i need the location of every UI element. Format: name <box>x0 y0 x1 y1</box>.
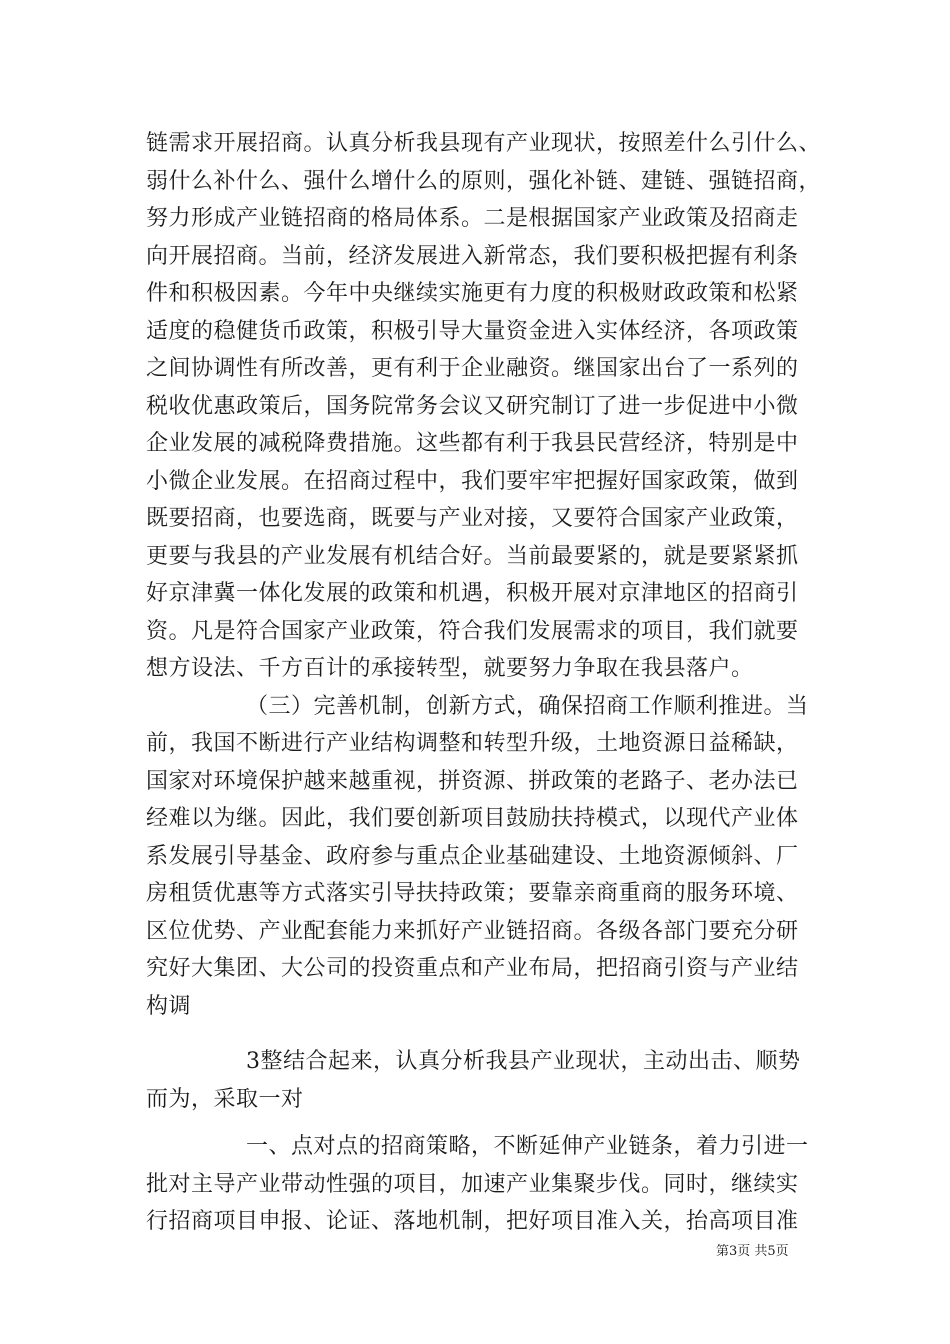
text-line: 链需求开展招商。认真分析我县现有产业现状，按照差什么引什么、 <box>146 131 822 156</box>
text-line: 想方设法、千方百计的承接转型，就要努力争取在我县落户。 <box>146 656 754 681</box>
section-heading: （三）完善机制，创新方式，确保招商工作顺利推进。当 <box>246 694 809 719</box>
text-line: 税收优惠政策后，国务院常务会议又研究制订了进一步促进中小微 <box>146 394 799 419</box>
text-line: 房租赁优惠等方式落实引导扶持政策；要靠亲商重商的服务环境、 <box>146 881 799 906</box>
text-line: 更要与我县的产业发展有机结合好。当前最要紧的，就是要紧紧抓 <box>146 544 799 569</box>
text-line: 资。凡是符合国家产业政策，符合我们发展需求的项目，我们就要 <box>146 619 799 644</box>
text-line: 批对主导产业带动性强的项目，加速产业集聚步伐。同时，继续实 <box>146 1172 799 1197</box>
text-line: 企业发展的减税降费措施。这些都有利于我县民营经济，特别是中 <box>146 431 799 456</box>
page-number-footer: 第3页 共5页 <box>716 1244 789 1259</box>
text-line: 努力形成产业链招商的格局体系。二是根据国家产业政策及招商走 <box>146 206 799 231</box>
text-line: 区位优势、产业配套能力来抓好产业链招商。各级各部门要充分研 <box>146 919 799 944</box>
text-line: 构调 <box>146 994 192 1019</box>
text-line: 系发展引导基金、政府参与重点企业基础建设、土地资源倾斜、厂 <box>146 844 799 869</box>
text-line: 3整结合起来，认真分析我县产业现状，主动出击、顺势 <box>246 1049 801 1074</box>
text-line: 向开展招商。当前，经济发展进入新常态，我们要积极把握有利条 <box>146 244 799 269</box>
text-line: 适度的稳健货币政策，积极引导大量资金进入实体经济，各项政策 <box>146 319 799 344</box>
text-line: 小微企业发展。在招商过程中，我们要牢牢把握好国家政策，做到 <box>146 469 799 494</box>
text-line: 既要招商，也要选商，既要与产业对接，又要符合国家产业政策， <box>146 506 799 531</box>
text-line: 好京津冀一体化发展的政策和机遇，积极开展对京津地区的招商引 <box>146 581 799 606</box>
text-line: 经难以为继。因此，我们要创新项目鼓励扶持模式，以现代产业体 <box>146 806 799 831</box>
text-line: 件和积极因素。今年中央继续实施更有力度的积极财政政策和松紧 <box>146 281 799 306</box>
text-line: 究好大集团、大公司的投资重点和产业布局，把招商引资与产业结 <box>146 956 799 981</box>
text-line: 国家对环境保护越来越重视，拼资源、拼政策的老路子、老办法已 <box>146 769 799 794</box>
text-line: 一、点对点的招商策略，不断延伸产业链条，着力引进一 <box>246 1134 809 1159</box>
text-line: 之间协调性有所改善，更有利于企业融资。继国家出台了一系列的 <box>146 356 799 381</box>
text-line: 前，我国不断进行产业结构调整和转型升级，土地资源日益稀缺， <box>146 731 799 756</box>
text-line: 弱什么补什么、强什么增什么的原则，强化补链、建链、强链招商， <box>146 169 822 194</box>
text-line: 行招商项目申报、论证、落地机制，把好项目准入关，抬高项目准 <box>146 1209 799 1234</box>
text-line: 而为，采取一对 <box>146 1087 304 1112</box>
